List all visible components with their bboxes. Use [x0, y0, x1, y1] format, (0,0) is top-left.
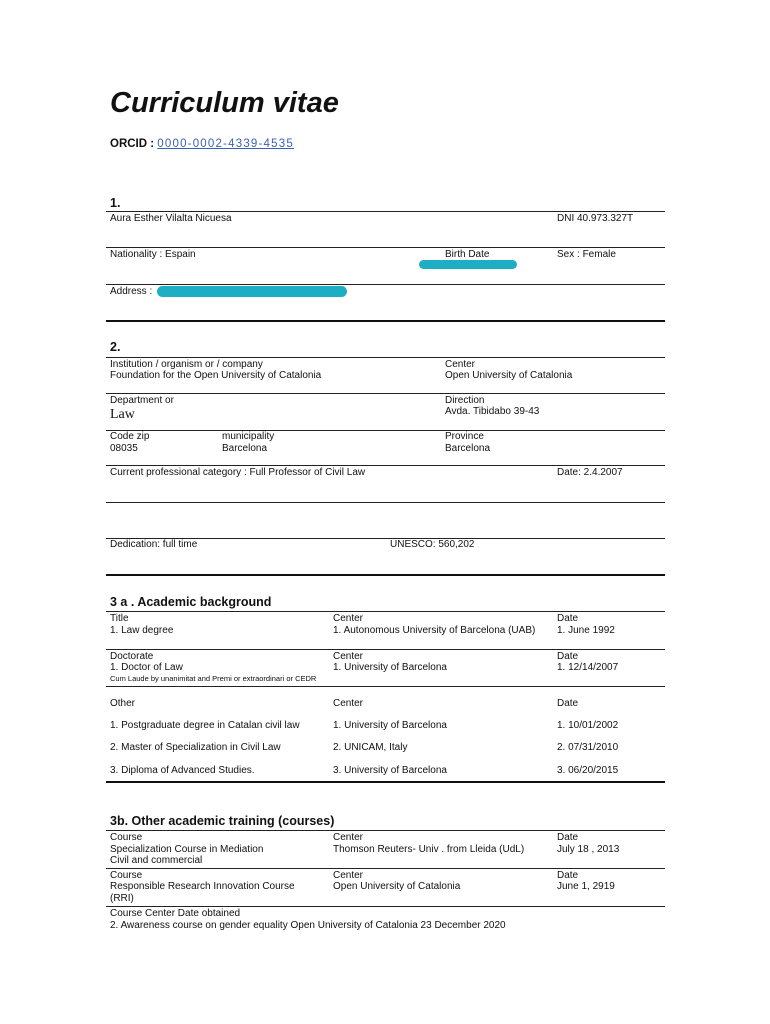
doctorate-label: Doctorate — [110, 651, 154, 662]
other-label: Other — [110, 698, 136, 709]
divider — [106, 320, 665, 322]
zip-label: Code zip — [110, 431, 150, 442]
divider — [106, 284, 665, 285]
divider — [106, 393, 665, 394]
department-label: Department or — [110, 395, 174, 406]
course-title: Specialization Course in Mediation — [110, 844, 264, 855]
birth-date-label: Birth Date — [445, 249, 490, 260]
orcid-label: ORCID : — [110, 138, 155, 150]
divider — [106, 465, 665, 466]
course-center: Open University of Catalonia — [333, 881, 461, 892]
course-date-label: Date — [557, 870, 579, 881]
orcid-link[interactable]: 0000-0002-4339-4535 — [157, 138, 294, 150]
course-date: June 1, 2919 — [557, 881, 615, 892]
province-label: Province — [445, 431, 484, 442]
province-value: Barcelona — [445, 443, 491, 454]
other-date: 2. 07/31/2010 — [557, 742, 619, 753]
nationality: Nationality : Espain — [110, 249, 196, 260]
other-date: 1. 10/01/2002 — [557, 720, 619, 731]
doctorate-center-value: 1. University of Barcelona — [333, 662, 447, 673]
municipality-label: municipality — [222, 431, 275, 442]
center-label: Center — [445, 359, 476, 370]
dedication: Dedication: full time — [110, 539, 198, 550]
course-date: July 18 , 2013 — [557, 844, 620, 855]
date-value: 1. June 1992 — [557, 625, 615, 636]
redaction-mark — [157, 286, 347, 297]
divider — [106, 906, 665, 907]
title-label: Title — [110, 613, 129, 624]
zip-value: 08035 — [110, 443, 138, 454]
professional-category: Current professional category : Full Professor of Civil Law — [110, 467, 366, 478]
course-center-label: Center — [333, 870, 364, 881]
course-label: Course — [110, 870, 143, 881]
other-center: 1. University of Barcelona — [333, 720, 447, 731]
department-value: Law — [110, 407, 135, 422]
other-date: 3. 06/20/2015 — [557, 765, 619, 776]
course-title-cont: Civil and commercial — [110, 855, 203, 866]
divider — [106, 868, 665, 869]
divider — [106, 686, 665, 687]
other-center-label: Center — [333, 698, 364, 709]
other-date-label: Date — [557, 698, 579, 709]
course-date-label: Date — [557, 832, 579, 843]
section-1-heading: 1. — [110, 196, 121, 210]
direction-value: Avda. Tibidabo 39-43 — [445, 406, 540, 417]
doctorate-note: Cum Laude by unanimitat and Premi or extraordinari or CEDR — [110, 674, 317, 683]
other-title: 3. Diploma of Advanced Studies. — [110, 765, 255, 776]
page-title: Curriculum vitae — [110, 87, 339, 119]
dni: DNI 40.973.327T — [557, 213, 634, 224]
course-row: 2. Awareness course on gender equality Open University of Catalonia 23 December 2020 — [110, 920, 506, 931]
divider — [106, 611, 665, 612]
course-center-label: Center — [333, 832, 364, 843]
doctorate-date-label: Date — [557, 651, 579, 662]
section-3b-heading: 3b. Other academic training (courses) — [110, 814, 335, 828]
address-label: Address : — [110, 286, 153, 297]
direction-label: Direction — [445, 395, 485, 406]
divider — [106, 781, 665, 783]
divider — [106, 830, 665, 831]
course-title-cont: (RRI) — [110, 893, 134, 904]
doctorate-center-label: Center — [333, 651, 364, 662]
unesco-code: UNESCO: 560,202 — [390, 539, 475, 550]
institution-label: Institution / organism or / company — [110, 359, 263, 370]
course-center: Thomson Reuters- Univ . from Lleida (UdL) — [333, 844, 525, 855]
date-label: Date — [557, 613, 579, 624]
divider — [106, 430, 665, 431]
divider — [106, 357, 665, 358]
sex: Sex : Female — [557, 249, 616, 260]
divider — [106, 502, 665, 503]
section-2-heading: 2. — [110, 340, 121, 354]
other-title: 2. Master of Specialization in Civil Law — [110, 742, 281, 753]
redaction-mark — [419, 260, 517, 269]
other-center: 2. UNICAM, Italy — [333, 742, 408, 753]
divider — [106, 649, 665, 650]
divider — [106, 247, 665, 248]
center-value: Open University of Catalonia — [445, 370, 573, 381]
person-name: Aura Esther Vilalta Nicuesa — [110, 213, 232, 224]
course-title: Responsible Research Innovation Course — [110, 881, 295, 892]
institution-value: Foundation for the Open University of Catalonia — [110, 370, 322, 381]
category-date: Date: 2.4.2007 — [557, 467, 623, 478]
other-center: 3. University of Barcelona — [333, 765, 447, 776]
divider — [106, 211, 665, 212]
doctorate-value: 1. Doctor of Law — [110, 662, 183, 673]
center-value: 1. Autonomous University of Barcelona (UAB) — [333, 625, 536, 636]
doctorate-date-value: 1. 12/14/2007 — [557, 662, 619, 673]
other-title: 1. Postgraduate degree in Catalan civil law — [110, 720, 300, 731]
center-label: Center — [333, 613, 364, 624]
course-label: Course — [110, 832, 143, 843]
title-value: 1. Law degree — [110, 625, 174, 636]
divider — [106, 574, 665, 576]
course-table-header: Course Center Date obtained — [110, 908, 241, 919]
section-3a-heading: 3 a . Academic background — [110, 595, 272, 609]
orcid-line — [110, 138, 294, 150]
municipality-value: Barcelona — [222, 443, 268, 454]
